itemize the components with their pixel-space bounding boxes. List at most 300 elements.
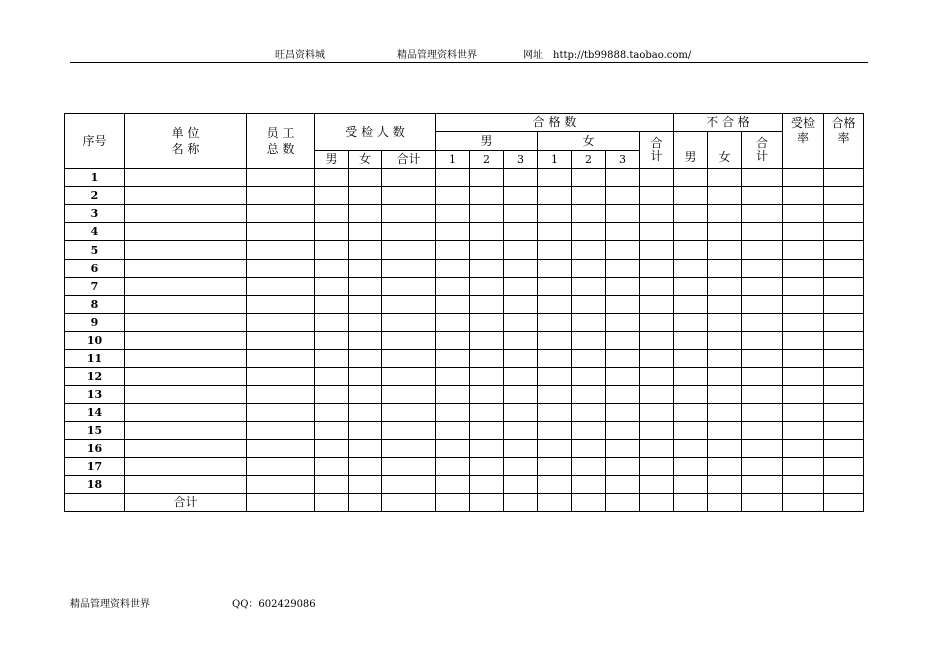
table-cell — [470, 386, 504, 404]
table-cell — [742, 314, 783, 332]
header-qualified-subtotal — [640, 132, 674, 169]
table-cell — [824, 205, 864, 223]
table-cell — [742, 260, 783, 278]
table-cell — [382, 350, 436, 368]
table-cell — [125, 386, 247, 404]
table-cell — [349, 350, 382, 368]
row-seq: 13 — [65, 386, 125, 404]
row-seq: 5 — [65, 241, 125, 260]
table-cell — [470, 169, 504, 187]
table-cell — [824, 422, 864, 440]
table-cell — [436, 241, 470, 260]
table-cell — [742, 350, 783, 368]
table-cell — [742, 494, 783, 512]
table-cell — [538, 205, 572, 223]
header-unqualified-male-label: 男 — [684, 149, 697, 164]
row-seq: 12 — [65, 368, 125, 386]
table-cell — [349, 404, 382, 422]
table-cell — [606, 205, 640, 223]
table-row — [65, 278, 864, 296]
table-cell — [349, 476, 382, 494]
table-cell — [470, 314, 504, 332]
table-cell — [349, 368, 382, 386]
table-cell — [640, 187, 674, 205]
table-cell — [824, 296, 864, 314]
table-cell — [125, 296, 247, 314]
table-row — [65, 296, 864, 314]
header-qualified-subtotal-line1: 合 — [650, 136, 663, 150]
table-cell — [382, 440, 436, 458]
table-cell — [824, 350, 864, 368]
table-cell — [247, 476, 315, 494]
table-cell — [247, 332, 315, 350]
table-cell — [315, 458, 349, 476]
table-cell — [572, 386, 606, 404]
table-cell — [606, 404, 640, 422]
table-cell — [640, 205, 674, 223]
table-cell — [504, 368, 538, 386]
table-cell — [708, 404, 742, 422]
table-cell — [640, 386, 674, 404]
table-cell — [708, 494, 742, 512]
header-staff-line2: 总 数 — [266, 141, 295, 156]
table-cell — [824, 314, 864, 332]
table-cell — [315, 205, 349, 223]
table-cell — [824, 458, 864, 476]
table-cell — [824, 278, 864, 296]
table-cell — [382, 476, 436, 494]
table-cell — [470, 296, 504, 314]
header-qualified-subtotal-line2: 计 — [650, 149, 663, 163]
table-cell — [572, 332, 606, 350]
header-male-grade-2: 2 — [470, 151, 504, 169]
table-cell — [436, 223, 470, 241]
table-cell — [674, 494, 708, 512]
table-cell — [824, 169, 864, 187]
header-exam-rate — [783, 114, 824, 169]
table-cell — [606, 422, 640, 440]
row-seq: 18 — [65, 476, 125, 494]
table-cell — [538, 187, 572, 205]
header-examined-male: 男 — [315, 151, 349, 169]
table-cell — [349, 260, 382, 278]
table-cell — [606, 296, 640, 314]
table-cell — [349, 296, 382, 314]
table-cell — [315, 241, 349, 260]
table-cell — [742, 187, 783, 205]
table-cell — [349, 223, 382, 241]
table-cell — [640, 476, 674, 494]
table-cell — [708, 350, 742, 368]
table-cell — [315, 332, 349, 350]
table-cell — [742, 278, 783, 296]
table-cell — [125, 458, 247, 476]
table-cell — [572, 205, 606, 223]
table-cell — [436, 368, 470, 386]
table-cell — [640, 296, 674, 314]
header-qualified: 合 格 数 — [436, 114, 674, 132]
table-cell — [315, 187, 349, 205]
table-cell — [824, 386, 864, 404]
inspection-table — [64, 113, 864, 512]
table-cell — [125, 404, 247, 422]
table-cell — [606, 223, 640, 241]
table-cell — [708, 332, 742, 350]
table-cell — [125, 278, 247, 296]
table-cell — [824, 404, 864, 422]
table-cell — [315, 314, 349, 332]
row-seq: 9 — [65, 314, 125, 332]
table-cell — [247, 260, 315, 278]
table-cell — [382, 296, 436, 314]
table-cell — [783, 476, 824, 494]
table-cell — [674, 368, 708, 386]
table-cell — [349, 314, 382, 332]
table-cell — [436, 332, 470, 350]
table-cell — [640, 458, 674, 476]
table-cell — [572, 440, 606, 458]
table-cell — [470, 368, 504, 386]
table-cell — [382, 314, 436, 332]
table-cell — [708, 278, 742, 296]
table-cell — [247, 440, 315, 458]
table-row — [65, 260, 864, 278]
table-cell — [349, 332, 382, 350]
table-cell — [824, 368, 864, 386]
table-row — [65, 187, 864, 205]
table-cell — [382, 368, 436, 386]
table-cell — [708, 386, 742, 404]
table-row — [65, 350, 864, 368]
table-cell — [470, 440, 504, 458]
table-cell — [708, 260, 742, 278]
table-cell — [315, 440, 349, 458]
table-cell — [640, 169, 674, 187]
table-cell — [674, 241, 708, 260]
table-cell — [606, 476, 640, 494]
table-cell — [315, 278, 349, 296]
table-cell — [640, 314, 674, 332]
table-cell — [742, 368, 783, 386]
table-cell — [674, 278, 708, 296]
table-cell — [640, 332, 674, 350]
table-row — [65, 476, 864, 494]
table-cell — [349, 458, 382, 476]
table-cell — [640, 422, 674, 440]
table-cell — [708, 476, 742, 494]
table-cell — [824, 260, 864, 278]
header-exam-rate-line1: 受检 — [790, 116, 815, 130]
table-cell — [382, 386, 436, 404]
header-unqualified-subtotal-line2: 计 — [755, 149, 768, 163]
table-cell — [783, 332, 824, 350]
table-cell — [742, 332, 783, 350]
table-cell — [504, 440, 538, 458]
table-cell — [708, 205, 742, 223]
table-cell — [783, 350, 824, 368]
table-cell — [538, 404, 572, 422]
table-cell — [708, 223, 742, 241]
table-cell — [572, 494, 606, 512]
table-cell — [783, 169, 824, 187]
table-cell — [382, 223, 436, 241]
table-cell — [824, 332, 864, 350]
row-seq: 7 — [65, 278, 125, 296]
table-cell — [606, 241, 640, 260]
table-cell — [640, 223, 674, 241]
table-cell — [742, 296, 783, 314]
table-cell — [315, 404, 349, 422]
table-cell — [470, 458, 504, 476]
table-row — [65, 223, 864, 241]
table-cell — [783, 260, 824, 278]
table-cell — [504, 223, 538, 241]
table-cell — [572, 476, 606, 494]
table-cell — [538, 440, 572, 458]
table-row — [65, 386, 864, 404]
table-cell — [742, 476, 783, 494]
table-cell — [538, 278, 572, 296]
table-cell — [125, 241, 247, 260]
table-cell — [708, 296, 742, 314]
table-cell — [315, 476, 349, 494]
table-cell — [708, 422, 742, 440]
table-cell — [674, 332, 708, 350]
table-cell — [315, 494, 349, 512]
table-cell — [382, 169, 436, 187]
table-cell — [504, 332, 538, 350]
table-row — [65, 404, 864, 422]
table-cell — [708, 241, 742, 260]
table-cell — [674, 476, 708, 494]
table-row — [65, 332, 864, 350]
table-cell — [436, 404, 470, 422]
table-cell — [572, 187, 606, 205]
table-cell — [349, 169, 382, 187]
table-cell — [470, 494, 504, 512]
table-cell — [572, 368, 606, 386]
table-cell — [572, 223, 606, 241]
table-row — [65, 169, 864, 187]
table-cell — [824, 440, 864, 458]
table-cell — [783, 296, 824, 314]
table-cell — [742, 205, 783, 223]
table-cell — [125, 187, 247, 205]
table-cell — [572, 241, 606, 260]
table-cell — [382, 260, 436, 278]
table-cell — [315, 422, 349, 440]
table-cell — [606, 368, 640, 386]
table-cell — [572, 314, 606, 332]
table-cell — [742, 404, 783, 422]
table-cell — [504, 205, 538, 223]
table-cell — [125, 440, 247, 458]
table-cell — [382, 278, 436, 296]
table-cell — [674, 169, 708, 187]
table-cell — [504, 350, 538, 368]
header-site-name: 旺昌资料城 — [275, 50, 325, 61]
table-cell — [824, 241, 864, 260]
table-cell — [349, 440, 382, 458]
header-female-grade-1: 1 — [538, 151, 572, 169]
table-cell — [125, 314, 247, 332]
table-cell — [538, 458, 572, 476]
table-cell — [349, 386, 382, 404]
table-cell — [783, 404, 824, 422]
row-seq: 6 — [65, 260, 125, 278]
table-cell — [742, 223, 783, 241]
table-cell — [382, 422, 436, 440]
table-cell — [247, 241, 315, 260]
table-cell — [125, 332, 247, 350]
table-cell — [783, 241, 824, 260]
table-cell — [382, 494, 436, 512]
table-cell — [572, 278, 606, 296]
sum-label: 合计 — [125, 494, 247, 512]
table-cell — [315, 223, 349, 241]
table-cell — [783, 440, 824, 458]
row-seq: 11 — [65, 350, 125, 368]
table-cell — [247, 187, 315, 205]
table-cell — [572, 260, 606, 278]
table-cell — [708, 314, 742, 332]
table-cell — [470, 476, 504, 494]
table-cell — [708, 169, 742, 187]
table-cell — [572, 422, 606, 440]
table-cell — [606, 386, 640, 404]
table-cell — [783, 368, 824, 386]
header-examined-total: 合计 — [382, 151, 436, 169]
table-row — [65, 368, 864, 386]
table-cell — [674, 187, 708, 205]
row-seq: 16 — [65, 440, 125, 458]
table-cell — [470, 260, 504, 278]
table-cell — [382, 205, 436, 223]
table-cell — [538, 332, 572, 350]
table-cell — [247, 422, 315, 440]
table-cell — [674, 223, 708, 241]
table-cell — [349, 422, 382, 440]
table-cell — [824, 187, 864, 205]
row-seq: 3 — [65, 205, 125, 223]
table-cell — [315, 260, 349, 278]
table-cell — [436, 440, 470, 458]
table-cell — [470, 278, 504, 296]
table-cell — [247, 169, 315, 187]
table-cell — [382, 187, 436, 205]
table-cell — [504, 422, 538, 440]
table-cell — [470, 350, 504, 368]
table-cell — [606, 350, 640, 368]
table-cell — [674, 422, 708, 440]
table-cell — [783, 422, 824, 440]
table-cell — [640, 440, 674, 458]
table-cell — [640, 350, 674, 368]
table-cell — [708, 187, 742, 205]
table-cell — [125, 368, 247, 386]
header-male-grade-1: 1 — [436, 151, 470, 169]
table-cell — [247, 404, 315, 422]
table-cell — [572, 404, 606, 422]
table-sum-row — [65, 494, 864, 512]
header-unqualified: 不 合 格 — [674, 114, 783, 132]
table-cell — [504, 494, 538, 512]
table-cell — [315, 169, 349, 187]
table-cell — [640, 368, 674, 386]
table-cell — [572, 169, 606, 187]
table-cell — [783, 205, 824, 223]
table-cell — [640, 404, 674, 422]
table-cell — [247, 350, 315, 368]
table-row — [65, 458, 864, 476]
table-cell — [504, 404, 538, 422]
table-cell — [742, 386, 783, 404]
table-cell — [504, 296, 538, 314]
header-unit-line1: 单 位 — [171, 125, 200, 140]
header-unqualified-female-label: 女 — [718, 149, 731, 164]
table-cell — [674, 404, 708, 422]
table-cell — [436, 187, 470, 205]
table-cell — [640, 278, 674, 296]
table-cell — [504, 241, 538, 260]
table-cell — [125, 205, 247, 223]
table-cell — [640, 260, 674, 278]
table-cell — [504, 476, 538, 494]
header-unit-name — [125, 114, 247, 169]
table-cell — [125, 223, 247, 241]
table-cell — [783, 278, 824, 296]
header-examined-female: 女 — [349, 151, 382, 169]
table-cell — [125, 169, 247, 187]
table-cell — [65, 494, 125, 512]
table-cell — [436, 458, 470, 476]
table-cell — [315, 296, 349, 314]
table-cell — [436, 296, 470, 314]
table-cell — [382, 404, 436, 422]
table-cell — [538, 476, 572, 494]
table-cell — [640, 241, 674, 260]
header-divider — [70, 62, 868, 63]
table-cell — [538, 422, 572, 440]
table-cell — [606, 314, 640, 332]
header-unit-line2: 名 称 — [171, 141, 200, 156]
header-url[interactable]: http://tb99888.taobao.com/ — [553, 50, 692, 61]
header-qualified-male: 男 — [436, 132, 538, 151]
table-cell — [125, 260, 247, 278]
table-cell — [247, 296, 315, 314]
header-female-grade-2: 2 — [572, 151, 606, 169]
table-cell — [504, 314, 538, 332]
table-cell — [606, 187, 640, 205]
table-cell — [470, 187, 504, 205]
table-cell — [436, 260, 470, 278]
table-cell — [470, 332, 504, 350]
table-cell — [708, 458, 742, 476]
header-seq: 序号 — [65, 114, 125, 169]
footer-slogan: 精品管理资料世界 — [70, 599, 150, 610]
table-row — [65, 205, 864, 223]
table-cell — [640, 494, 674, 512]
table-cell — [674, 350, 708, 368]
table-row — [65, 440, 864, 458]
table-cell — [470, 241, 504, 260]
table-cell — [538, 494, 572, 512]
table-cell — [674, 440, 708, 458]
header-unqualified-subtotal — [742, 132, 783, 169]
table-cell — [783, 458, 824, 476]
header-examined: 受 检 人 数 — [315, 114, 436, 151]
table-cell — [783, 187, 824, 205]
